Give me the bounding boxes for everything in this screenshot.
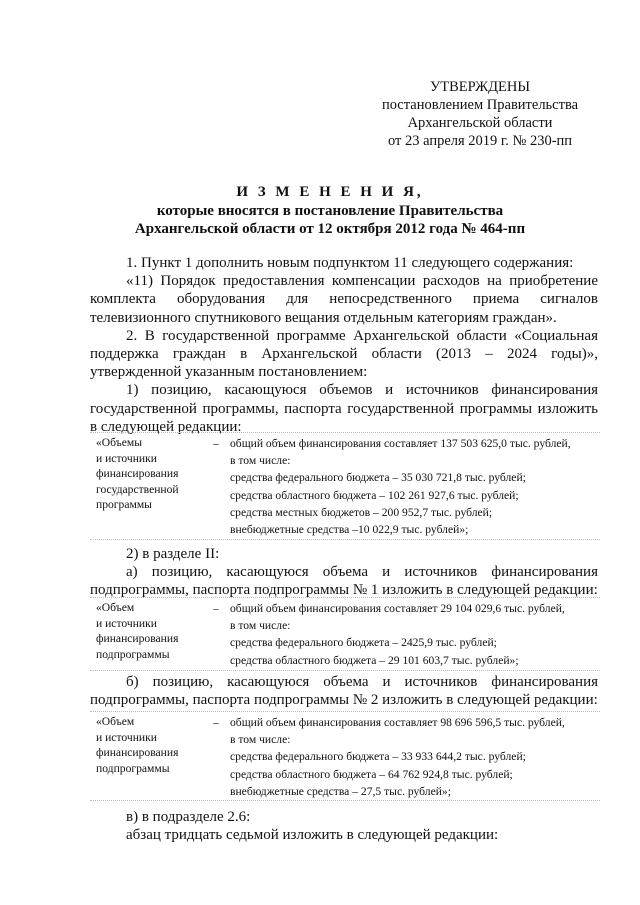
table-value-line: общий объем финансирования составляет 98 696 596,5 тыс. рублей, [230, 716, 565, 729]
table-values [230, 598, 602, 669]
table-value-line: общий объем финансирования составляет 137 503 625,0 тыс. рублей, [230, 437, 571, 450]
table-value-line: внебюджетные средства – 27,5 тыс. рублей»; [230, 784, 451, 798]
paragraph: 1) позицию, касающуюся объемов и источников финансирования государственной программы, паспорта государственной программы изложить в следующей редакции: [90, 382, 598, 435]
table-label: «Объем и источники финансирования подпрограммы [96, 715, 179, 775]
table-value-line: средства федерального бюджета – 33 933 644,2 тыс. рублей; [230, 750, 526, 764]
approval-line: Архангельской области [407, 115, 553, 131]
table-label: «Объем и источники финансирования подпрограммы [96, 601, 179, 661]
table-dash: – [213, 602, 219, 615]
table-value-line: средства областного бюджета – 29 101 603,7 тыс. рублей»; [230, 653, 519, 667]
section-3 [90, 673, 598, 709]
heading-subtitle: Архангельской области от 12 октября 2012 года № 464-пп [134, 221, 526, 237]
paragraph: в) в подразделе 2.6: [126, 809, 251, 825]
document-heading [80, 183, 580, 239]
table-value-line: в том числе: [230, 619, 291, 633]
approval-date: от 23 апреля 2019 г. № 230-пп [387, 133, 573, 149]
paragraph: 2) в разделе II: [126, 546, 220, 562]
table-dash: – [213, 437, 219, 450]
table-value-line: средства областного бюджета – 102 261 927,6 тыс. рублей; [230, 488, 519, 502]
passport-table-2 [90, 597, 600, 671]
table-value-line: в том числе: [230, 454, 291, 468]
table-value-line: внебюджетные средства –10 022,9 тыс. рублей»; [230, 523, 469, 537]
passport-table-3 [90, 711, 600, 801]
table-value-line: средства местных бюджетов – 200 952,7 тыс. рублей; [230, 505, 493, 519]
paragraph: абзац тридцать седьмой изложить в следующей редакции: [126, 827, 499, 844]
table-value-line: средства федерального бюджета – 2425,9 тыс. рублей; [230, 636, 497, 650]
table-label: «Объемы и источники финансирования государственной программы [96, 436, 179, 512]
table-value-line: в том числе: [230, 733, 291, 747]
table-value-line: средства федерального бюджета – 35 030 721,8 тыс. рублей; [230, 471, 526, 485]
approval-line: постановлением Правительства [381, 97, 579, 113]
table-values [230, 712, 602, 800]
document-title: И З М Е Н Е Н И Я, [236, 184, 424, 200]
table-dash: – [213, 716, 219, 729]
paragraph: «11) Порядок предоставления компенсации расходов на приобретение комплекта оборудования для непосредственного приема сигналов телевизионного спутникового вещания отдельным категориям граждан». [90, 273, 598, 326]
passport-table-1 [90, 432, 600, 540]
section-2 [90, 545, 598, 600]
section-1 [90, 254, 598, 436]
table-values [230, 433, 602, 538]
approval-stamp [360, 78, 600, 150]
paragraph: 2. В государственной программе Архангельской области «Социальная поддержка граждан в Архангельской области (2013 – 2024 годы)», утвержденной указанным постановлением: [90, 327, 598, 381]
table-value-line: средства областного бюджета – 64 762 924,8 тыс. рублей; [230, 767, 513, 781]
heading-subtitle: которые вносятся в постановление Правительства [156, 202, 504, 219]
paragraph: б) позицию, касающуюся объема и источников финансирования подпрограммы, паспорта подпрограммы № 2 изложить в следующей редакции: [90, 674, 598, 709]
paragraph: 1. Пункт 1 дополнить новым подпунктом 11 следующего содержания: [126, 255, 574, 271]
section-4 [90, 808, 598, 844]
approval-title: УТВЕРЖДЕНЫ [429, 79, 531, 95]
table-value-line: общий объем финансирования составляет 29 104 029,6 тыс. рублей, [230, 602, 565, 615]
paragraph: а) позицию, касающуюся объема и источников финансирования подпрограммы, паспорта подпрограммы № 1 изложить в следующей редакции: [90, 564, 598, 599]
